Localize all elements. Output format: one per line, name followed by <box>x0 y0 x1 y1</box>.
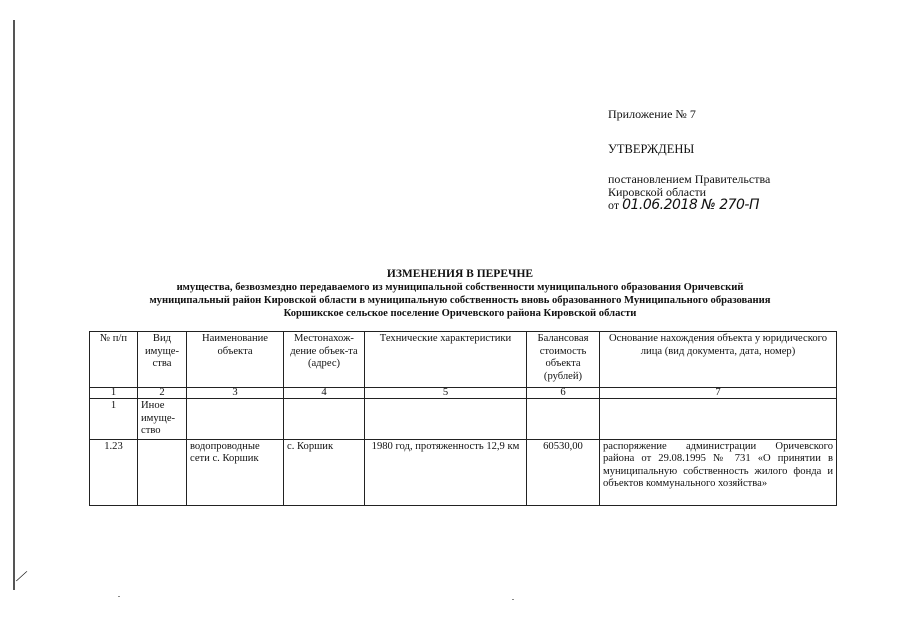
table-row <box>90 439 837 505</box>
scan-speck <box>512 599 514 600</box>
column-number: 1 <box>90 388 138 399</box>
table-header-row <box>90 332 837 388</box>
cell-name: водопроводные сети с. Коршик <box>187 439 284 505</box>
heading-line-2: муниципальный район Кировской области в муниципальную собственность вновь образованного Муниципального образования <box>149 295 771 306</box>
approval-block <box>608 108 868 212</box>
column-number: 5 <box>365 388 527 399</box>
cell-location: с. Коршик <box>284 439 365 505</box>
decree-date-number: 01.06.2018 № 270-П <box>622 197 760 213</box>
appendix-number: Приложение № 7 <box>608 107 696 121</box>
cell-basis <box>600 399 837 440</box>
table-row <box>90 399 837 440</box>
scan-margin-mark: ∕ <box>18 565 26 587</box>
cell-number: 1.23 <box>90 439 138 505</box>
column-header: Балансовая стоимость объекта (рублей) <box>527 332 600 388</box>
column-header: Местонахож-дение объек-та (адрес) <box>284 332 365 388</box>
column-number: 2 <box>138 388 187 399</box>
column-number: 7 <box>600 388 837 399</box>
column-header: № п/п <box>90 332 138 388</box>
cell-location <box>284 399 365 440</box>
decree-date-line <box>608 199 868 212</box>
decree-line-1: постановлением Правительства <box>608 172 771 186</box>
document-heading <box>80 268 840 320</box>
column-header: Вид имуще-ства <box>138 332 187 388</box>
cell-kind: Иное имуще-ство <box>138 399 187 440</box>
heading-line-1: имущества, безвозмездно передаваемого из муниципальной собственности муниципального образования Оричевский <box>176 282 744 293</box>
approved-label: УТВЕРЖДЕНЫ <box>608 142 695 156</box>
cell-tech <box>365 399 527 440</box>
cell-number: 1 <box>90 399 138 440</box>
cell-name <box>187 399 284 440</box>
cell-value: 60530,00 <box>527 439 600 505</box>
column-number-row <box>90 388 837 399</box>
cell-kind <box>138 439 187 505</box>
scan-margin-line <box>13 20 15 590</box>
cell-tech: 1980 год, протяженность 12,9 км <box>365 439 527 505</box>
document-title: ИЗМЕНЕНИЯ В ПЕРЕЧНЕ <box>386 268 534 280</box>
property-table <box>89 331 837 506</box>
heading-line-3: Коршикское сельское поселение Оричевского района Кировской области <box>283 308 637 319</box>
decree-line-2: Кировской области <box>608 185 707 199</box>
column-number: 3 <box>187 388 284 399</box>
column-header: Технические характеристики <box>365 332 527 388</box>
column-number: 6 <box>527 388 600 399</box>
column-header: Наименование объекта <box>187 332 284 388</box>
column-number: 4 <box>284 388 365 399</box>
decree-prefix: от <box>608 198 620 212</box>
cell-basis: распоряжение администрации Оричевского района от 29.08.1995 № 731 «О принятии в муниципальную собственность жилого фонда и объектов коммунального хозяйства» <box>600 439 837 505</box>
cell-value <box>527 399 600 440</box>
column-header: Основание нахождения объекта у юридического лица (вид документа, дата, номер) <box>600 332 837 388</box>
scan-speck <box>118 596 120 597</box>
